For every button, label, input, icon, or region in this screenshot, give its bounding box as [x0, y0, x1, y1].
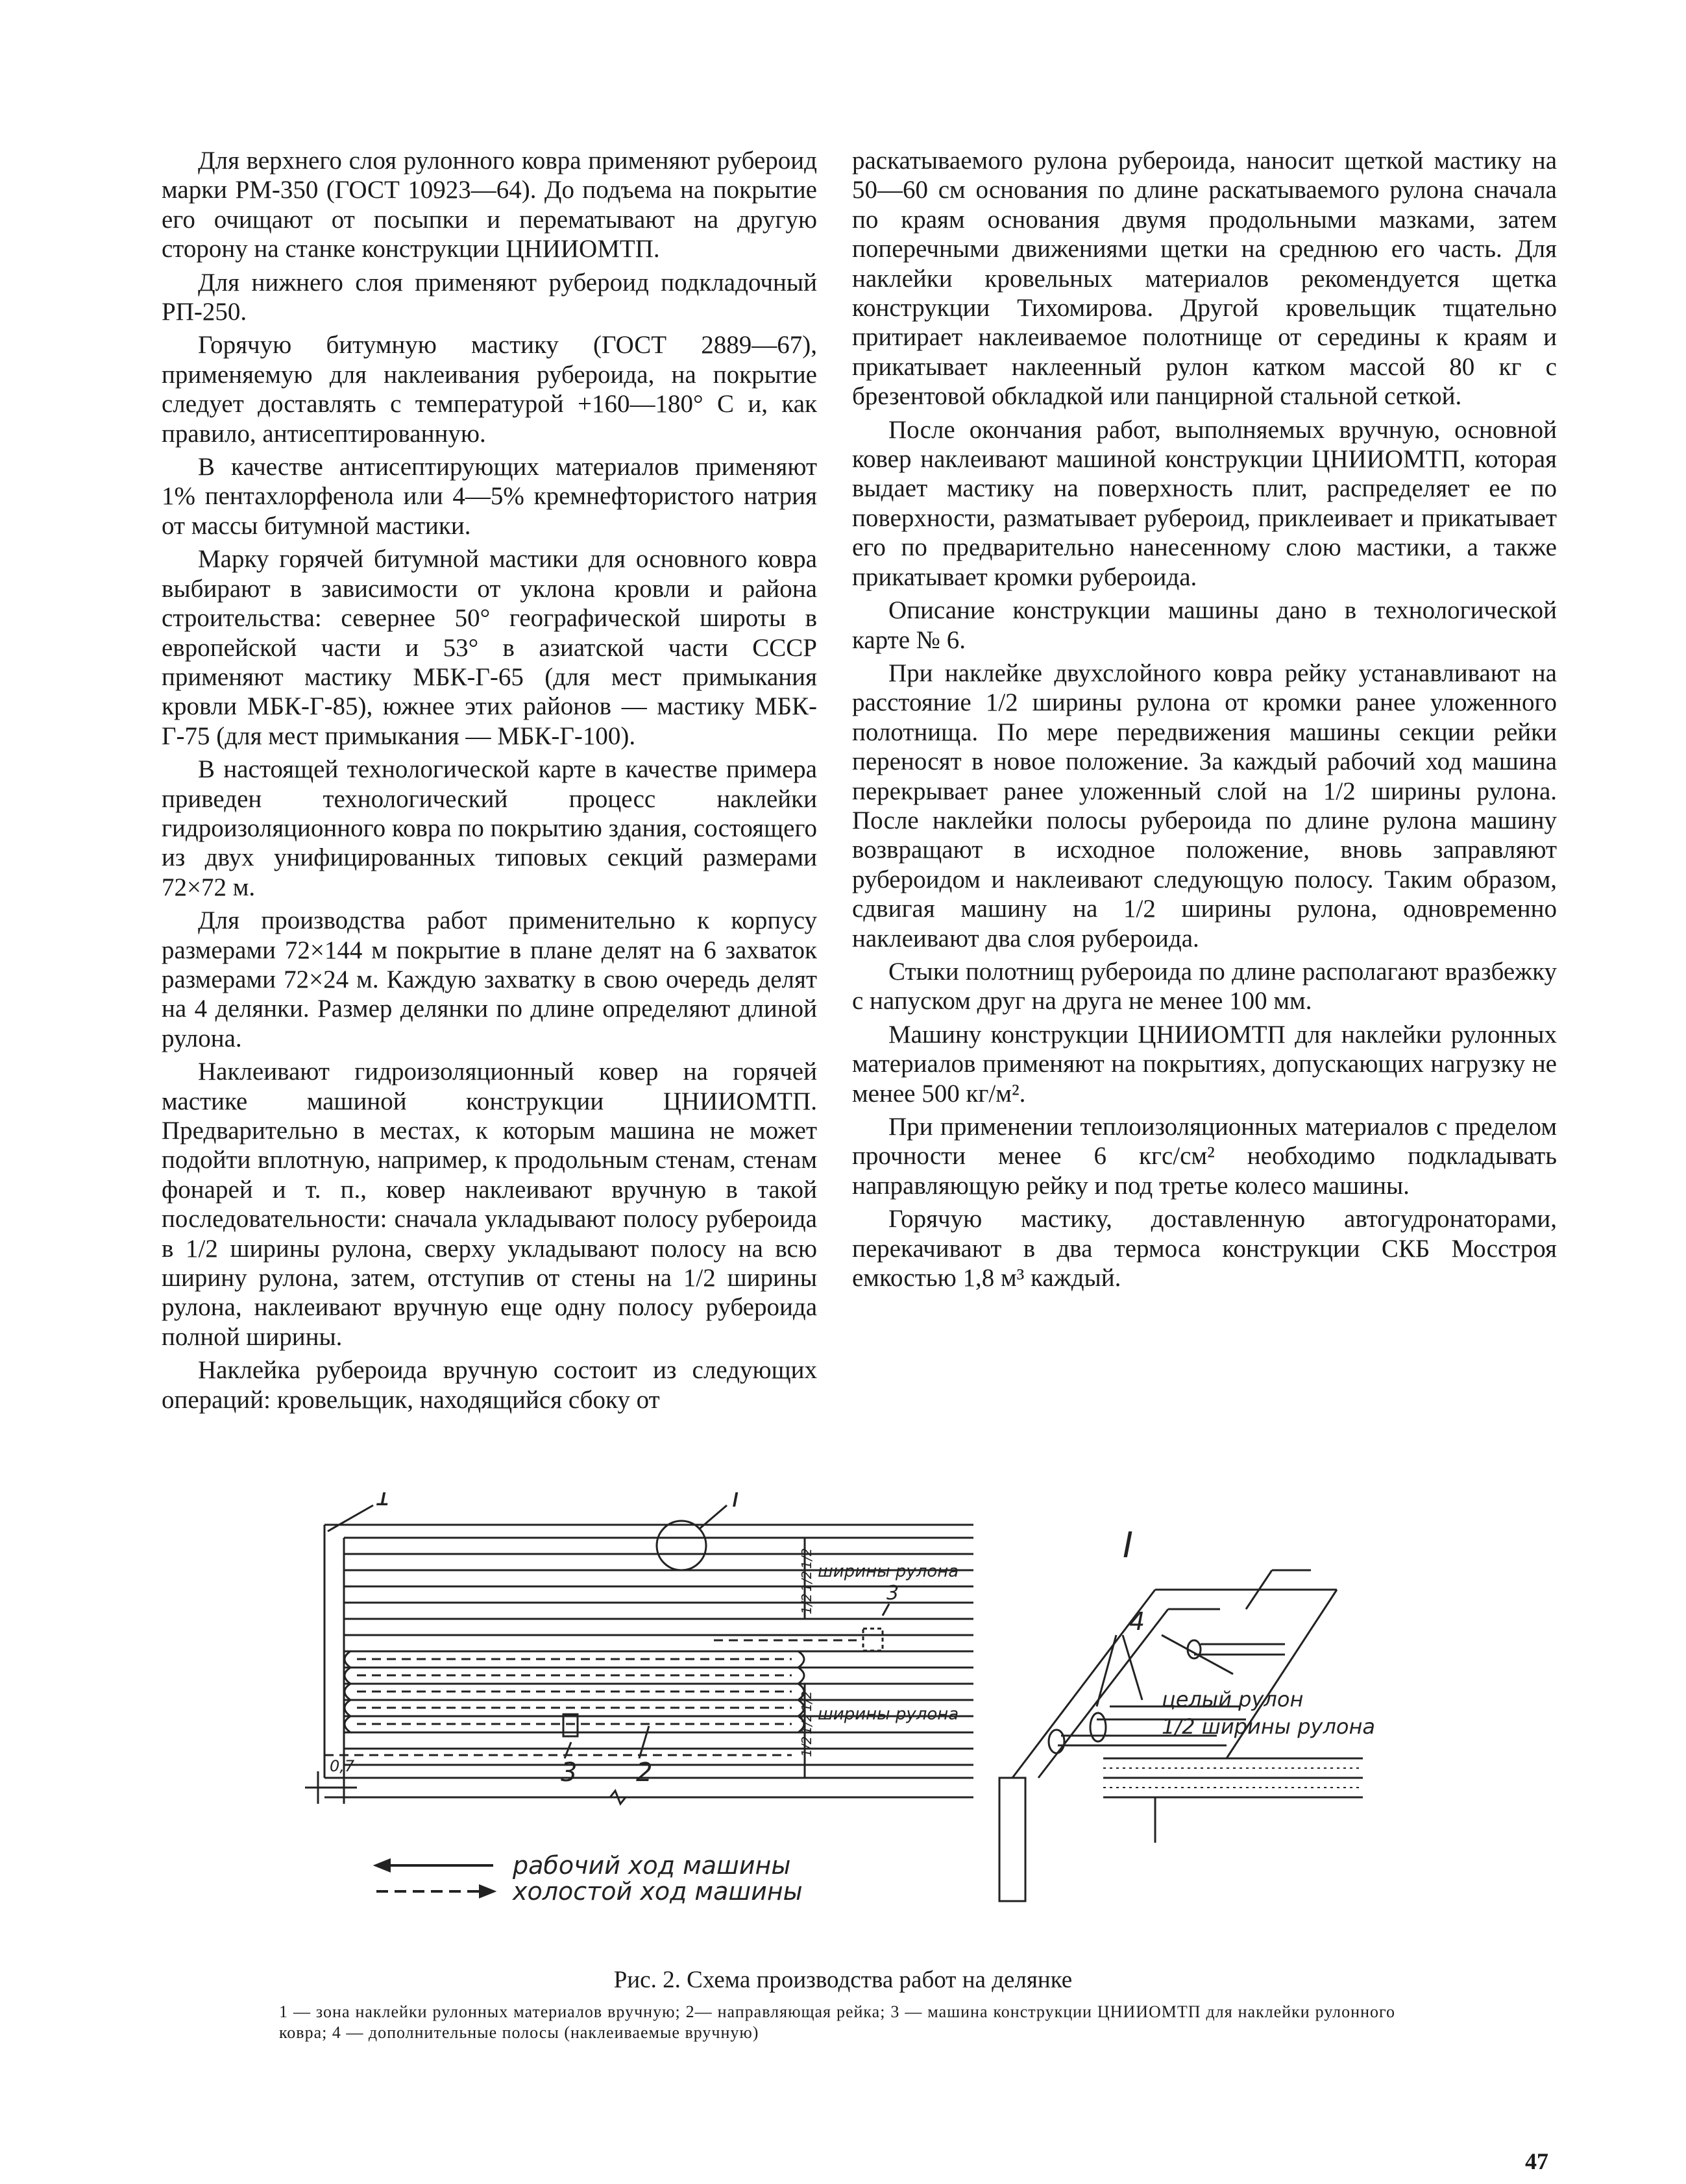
figure-caption: 1 — зона наклейки рулонных материалов вручную; 2— направляющая рейка; 3 — машина конструкции ЦНИИОМТП для наклейки рулонного ковра; 4 — дополнительные полосы (наклеиваемые вручную) [279, 2002, 1395, 2042]
label-half: 1/2 [799, 1690, 814, 1712]
page-number: 47 [1525, 2148, 1548, 2174]
label-4: 4 [1129, 1607, 1145, 1636]
paragraph: Марку горячей битумной мастики для основного ковра выбирают в зависимости от уклона кровли и района строительства: севернее 50° географической широты в европейской части и 53° в азиатской части СССР применяют мастику МБК-Г-65 (для мест примыкания кровли МБК-Г-85), южнее этих районов — мастику МБК-Г-75 (для мест примыкания — МБК-Г-100). [162, 545, 817, 750]
paragraph: Горячую мастику, доставленную автогудронаторами, перекачивают в два термоса конструкции СКБ Мосстроя емкостью 1,8 м³ каждый. [852, 1205, 1557, 1292]
label-1: 1 [375, 1492, 392, 1512]
legend-work-pass: рабочий ход машины [513, 1851, 791, 1880]
label-dim-07: 0,7 [330, 1757, 355, 1775]
label-3-machine-top: 3 [886, 1582, 899, 1605]
right-column [852, 146, 1557, 1296]
paragraph: раскатываемого рулона рубероида, наносит щеткой мастику на 50—60 см основания по длине раскатываемого рулона сначала по краям основания двумя продольными мазками, затем поперечными движениями щетки на среднюю его часть. Для наклейки кровельных материалов рекомендуется щетка конструкции Тихомирова. Другой кровельщик тщательно притирает наклеиваемое полотнище от середины к краям и прикатывает наклеенный рулон катком массой 80 кг с брезентовой обкладкой или панцирной стальной сеткой. [852, 147, 1557, 411]
paragraph: Описание конструкции машины дано в технологической карте № 6. [852, 596, 1557, 654]
figure-title: Рис. 2. Схема производства работ на делянке [613, 1967, 1073, 1993]
label-half: 1/2 [799, 1547, 814, 1569]
label-width-top: ширины рулона [818, 1562, 959, 1581]
paragraph: Наклейка рубероида вручную состоит из следующих операций: кровельщик, находящийся сбоку от [162, 1356, 817, 1414]
legend-idle-pass: холостой ход машины [513, 1877, 803, 1906]
paragraph: При применении теплоизоляционных материалов с пределом прочности менее 6 кгс/см² необходимо подкладывать направляющую рейку и под третье колесо машины. [852, 1113, 1557, 1200]
paragraph: Для производства работ применительно к корпусу размерами 72×144 м покрытие в плане делят на 6 захваток размерами 72×24 м. Каждую захватку в свою очередь делят на 4 делянки. Размер делянки по длине определяют длиной рулона. [162, 906, 817, 1052]
label-half-roll: 1/2 ширины рулона [1162, 1714, 1376, 1739]
label-half: 1/2 [799, 1570, 814, 1592]
paragraph: Наклеивают гидроизоляционный ковер на горячей мастике машиной конструкции ЦНИИОМТП. Предварительно в местах, к которым машина не может подойти вплотную, например, к продольным стенам, стенам фонарей и т. п., ковер наклеивают вручную в такой последовательности: сначала укладывают полосу рубероида в 1/2 ширины рулона, сверху укладывают полосу на всю ширину рулона, затем, отступив от стены на 1/2 ширины рулона, наклеивают вручную еще одну полосу рубероида полной ширины. [162, 1058, 817, 1351]
left-column [162, 146, 817, 1418]
figure-work-scheme [299, 1492, 1402, 1921]
paragraph: После окончания работ, выполняемых вручную, основной ковер наклеивают машиной конструкции ЦНИИОМТП, которая выдает мастику на поверхность плит, распределяет ее по поверхности, разматывает рубероид, приклеивает и прикатывает его по предварительно нанесенному слою мастики, а также прикатывает кромки рубероида. [852, 415, 1557, 591]
paragraph: Для верхнего слоя рулонного ковра применяют рубероид марки РМ-350 (ГОСТ 10923—64). До подъема на покрытие его очищают от посыпки и перематывают на другую сторону на станке конструкции ЦНИИОМТП. [162, 147, 817, 263]
label-half: 1/2 [799, 1736, 814, 1757]
label-width-bottom: ширины рулона [818, 1705, 959, 1724]
label-detail-mark: I [732, 1492, 740, 1513]
label-3-machine: 3 [561, 1758, 578, 1788]
paragraph: Машину конструкции ЦНИИОМТП для наклейки рулонных материалов применяют на покрытиях, допускающих нагрузку не менее 500 кг/м². [852, 1020, 1557, 1108]
label-full-roll: целый рулон [1162, 1687, 1304, 1712]
label-detail-title: I [1123, 1525, 1133, 1566]
label-half: 1/2 [799, 1593, 814, 1614]
paragraph: Для нижнего слоя применяют рубероид подкладочный РП-250. [162, 268, 817, 326]
paragraph: В настоящей технологической карте в качестве примера приведен технологический процесс наклейки гидроизоляционного ковра по покрытию здания, состоящего из двух унифицированных типовых секций размерами 72×72 м. [162, 755, 817, 901]
label-2-rail: 2 [636, 1758, 653, 1788]
paragraph: В качестве антисептирующих материалов применяют 1% пентахлорфенола или 4—5% кремнефтористого натрия от массы битумной мастики. [162, 453, 817, 540]
scheme-drawing [299, 1492, 1402, 1921]
paragraph: При наклейке двухслойного ковра рейку устанавливают на расстояние 1/2 ширины рулона от кромки ранее уложенного полотнища. По мере передвижения машины секции рейки переносят в новое положение. За каждый рабочий ход машина перекрывает ранее уложенный слой на 1/2 ширины рулона. После наклейки полосы рубероида по длине рулона машину возвращают в исходное положение, вновь заправляют рубероидом и наклеивают следующую полосу. Таким образом, сдвигая машину на 1/2 ширины рулона, одновременно наклеивают два слоя рубероида. [852, 659, 1557, 952]
label-half: 1/2 [799, 1713, 814, 1734]
paragraph: Стыки полотнищ рубероида по длине располагают вразбежку с напуском друг на друга не менее 100 мм. [852, 957, 1557, 1015]
paragraph: Горячую битумную мастику (ГОСТ 2889—67), применяемую для наклеивания рубероида, на покрытие следует доставлять с температурой +160—180° С и, как правило, антисептированную. [162, 331, 817, 448]
